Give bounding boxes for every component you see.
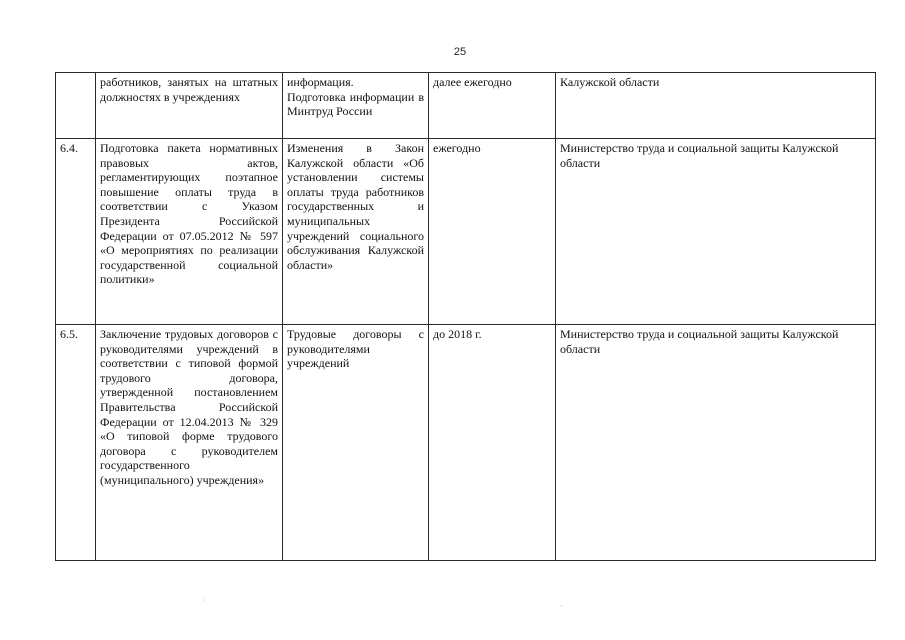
scan-artifact: · — [560, 602, 563, 611]
row-number-cell — [56, 73, 96, 139]
term-cell: до 2018 г. — [429, 325, 556, 561]
result-cell: информация. Подготовка информации в Минтруд России — [283, 73, 429, 139]
page-number: 25 — [453, 46, 467, 58]
measures-table — [55, 72, 876, 561]
scan-artifact: · — [203, 596, 206, 605]
row-number-cell: 6.5. — [56, 325, 96, 561]
result-cell: Изменения в Закон Калужской области «Об установлении системы оплаты труда работников государственных и муниципальных учреждений социального обслуживания Калужской области» — [283, 139, 429, 325]
table-row — [56, 325, 876, 561]
row-number-cell: 6.4. — [56, 139, 96, 325]
responsible-cell: Калужской области — [556, 73, 876, 139]
table-row — [56, 139, 876, 325]
term-cell: далее ежегодно — [429, 73, 556, 139]
measure-cell: Заключение трудовых договоров с руководителями учреждений в соответствии с типовой формой трудового договора, утвержденной постановлением Правительства Российской Федерации от 12.04.2013 № 329 «О типовой форме трудового договора с руководителем государственного (муниципального) учреждения» — [96, 325, 283, 561]
responsible-cell: Министерство труда и социальной защиты Калужской области — [556, 139, 876, 325]
measure-cell: Подготовка пакета нормативных правовых актов, регламентирующих поэтапное повышение оплаты труда в соответствии с Указом Президента Российской Федерации от 07.05.2012 № 597 «О мероприятиях по реализации государственной социальной политики» — [96, 139, 283, 325]
term-cell: ежегодно — [429, 139, 556, 325]
measure-cell: работников, занятых на штатных должностях в учреждениях — [96, 73, 283, 139]
responsible-cell: Министерство труда и социальной защиты Калужской области — [556, 325, 876, 561]
table-row — [56, 73, 876, 139]
result-cell: Трудовые договоры с руководителями учреждений — [283, 325, 429, 561]
